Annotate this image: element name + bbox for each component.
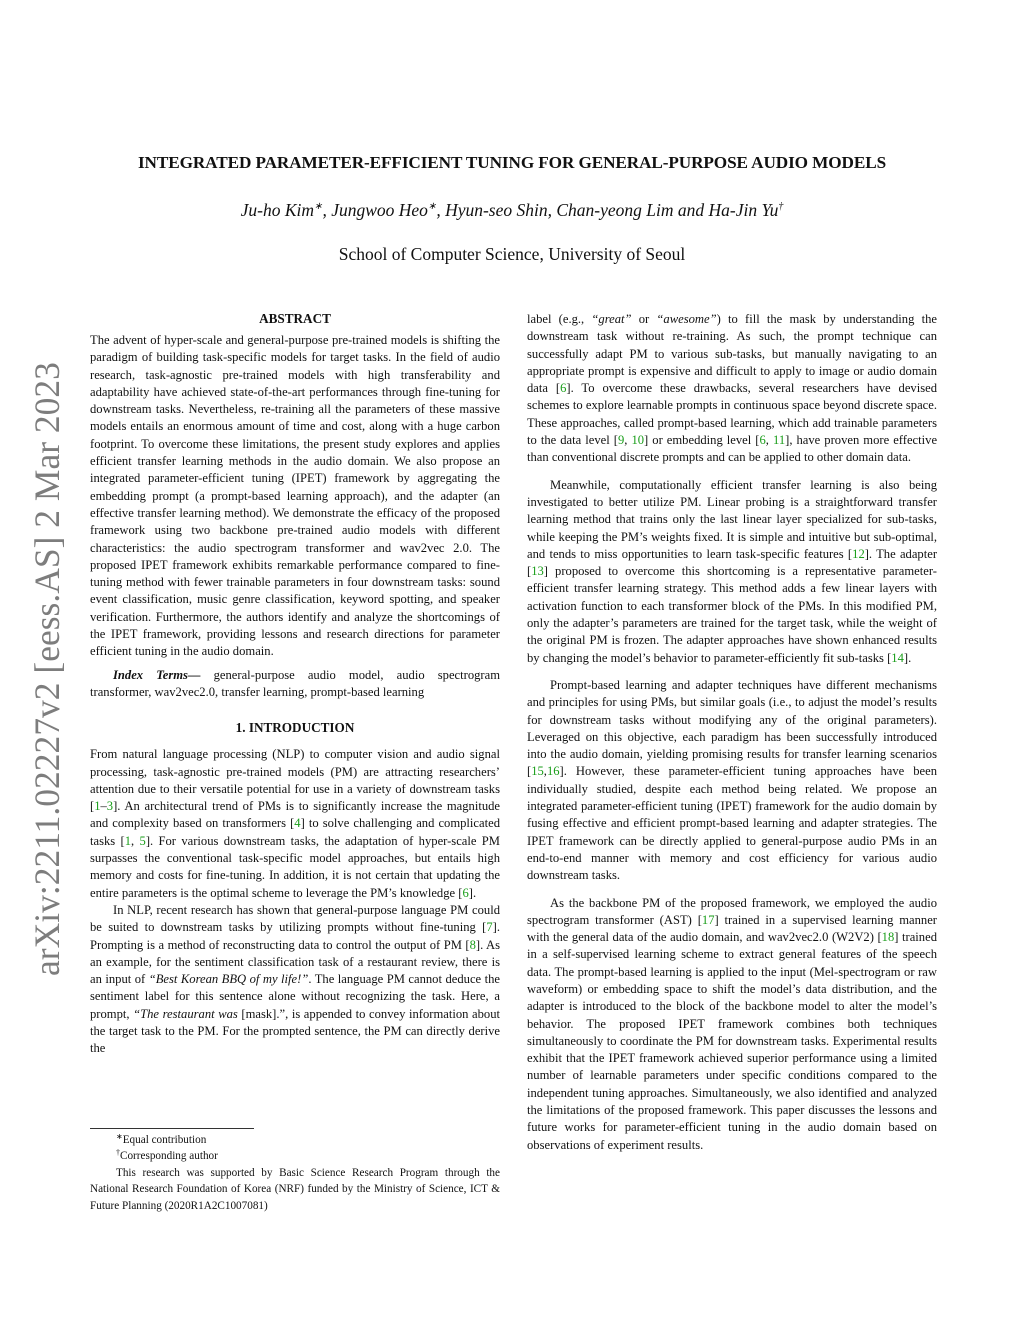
index-terms xyxy=(90,667,500,702)
author-name: Jungwoo Heo xyxy=(331,200,428,220)
right-column xyxy=(527,311,937,1154)
citation-link[interactable]: 16 xyxy=(546,764,560,779)
body-paragraph: As the backbone PM of the proposed framework, we employed the audio spectrogram transformer (AST) [17] trained in a supervised learning manner with the general data of the audio domain, and wav2vec2.0 (W2V2) [18] trained in a self-supervised learning scheme to extract general features of the speech data. The prompt-based learning is applied to the input (Mel-spectrogram or raw waveform) or embedding space to shift the model’s data distribution, and the adapter is introduced to the block of the backbone model to alter the model’s behavior. The proposed IPET framework combines both techniques simultaneously to coordinate the PM for downstream tasks. Experimental results exhibit that the IPET framework achieved superior performance using a limited number of learnable parameters under specific conditions compared to the independent tuning approaches. Simultaneously, we also identified and analyzed the limitations of the proposed framework. This paper discusses the lessons and future works for parameter-efficient tuning in the audio domain based on observations of experiment results. xyxy=(527,895,937,1152)
footnote-divider xyxy=(90,1128,254,1129)
body-paragraph: Meanwhile, computationally efficient transfer learning is also being investigated to better utilize PM. Linear probing is a straightforward transfer learning method that trains only the last linear layer specialized for sub-tasks, while keeping the PM’s weights fixed. It is simple and intuitive but sub-optimal, and tends to miss opportunities to learn task-specific features [12]. The adapter [13] proposed to overcome this shortcoming is a representative parameter-efficient transfer learning strategy. This method adds a few linear layers with activation function to each transformer block of the PMs. In this modified PM, only the adapter’s parameters are trained for the target task, while the weight of the original PM is frozen. The adapter approaches have shown enhanced results by changing the model’s behavior to parameter-efficiently fit sub-tasks [14]. xyxy=(527,477,938,665)
footnotes xyxy=(90,1132,500,1214)
citation-link[interactable]: 7 xyxy=(486,920,493,935)
author-name: Ju-ho Kim xyxy=(240,200,315,220)
example-input-quote: “Best Korean BBQ of my life!” xyxy=(148,972,309,987)
citation-link[interactable]: 1 xyxy=(94,799,101,814)
intro-paragraph: In NLP, recent research has shown that general-purpose language PM could be suited to downstream tasks by utilizing prompts without fine-tuning [7]. Prompting is a method of reconstructing data to control the output of PM [8]. As an example, for the sentiment classification task of a restaurant review, there is an input of “Best Korean BBQ of my life!”. The language PM cannot deduce the sentiment label for this sentence alone without recognizing the task. Here, a prompt, “The restaurant was [mask].”, is appended to convey information about the target task to the PM. For the prompted sentence, the PM can directly derive the xyxy=(90,902,500,1056)
abstract-text: The advent of hyper-scale and general-purpose pre-trained models is shifting the paradigm of building task-specific models for target tasks. In the field of audio research, task-agnostic pre-trained models with high transferability and adaptability have achieved state-of-the-art performances through fine-tuning for downstream tasks. Nevertheless, re-training all the parameters of these massive models entails an enormous amount of time and cost, along with a huge carbon footprint. To overcome these limitations, the present study explores and applies efficient transfer learning methods in the audio domain. We also propose an integrated parameter-efficient tuning (IPET) framework by aggregating the embedding prompt (a prompt-based learning approach), and the adapter (an effective transfer learning method). We demonstrate the efficacy of the proposed framework using two backbone pre-trained audio models with different characteristics: the audio spectrogram transformer and wav2vec 2.0. The proposed IPET framework exhibits remarkable performance compared to fine-tuning method with fewer trainable parameters in four downstream tasks: sound event classification, music genre classification, keyword spotting, and speaker verification. Furthermore, the authors identify and analyze the shortcomings of the IPET framework, providing lessons and research directions for parameter efficient tuning in the audio domain. xyxy=(90,333,500,659)
citation-link[interactable]: 10 xyxy=(631,433,645,448)
citation-link[interactable]: 5 xyxy=(139,833,146,848)
citation-link[interactable]: 11 xyxy=(772,433,786,448)
citation-link[interactable]: 6 xyxy=(462,885,469,900)
citation-link[interactable]: 6 xyxy=(759,433,766,448)
citation-link[interactable]: 12 xyxy=(852,546,865,561)
prompt-quote: “The restaurant was xyxy=(133,1006,238,1021)
citation-link[interactable]: 17 xyxy=(701,912,715,927)
citation-link[interactable]: 4 xyxy=(294,816,301,831)
equal-contribution-mark: ∗ xyxy=(427,201,437,212)
left-column xyxy=(90,310,500,1058)
citation-link[interactable]: 6 xyxy=(560,381,567,396)
intro-paragraph: From natural language processing (NLP) to computer vision and audio signal processing, task-agnostic pre-trained models (PM) are attracting researchers’ attention due to their versatile potential for use in a variety of downstream tasks [1–3]. An architectural trend of PMs is to significantly increase the magnitude and complexity based on transformers [4] to solve challenging and complicated tasks [1, 5]. For various downstream tasks, the adaptation of hyper-scale PM surpasses the conventional task-specific model approaches, but entails high memory and costs for fine-tuning. In addition, it is not certain that updating the entire parameters is the optimal scheme to leverage the PM’s knowledge [6]. xyxy=(90,747,501,900)
index-terms-text: general-purpose audio model, audio spectrogram transformer, wav2vec2.0, transfer learning, prompt-based learning xyxy=(90,667,500,699)
citation-link[interactable]: 9 xyxy=(617,433,625,448)
citation-link[interactable]: 14 xyxy=(891,650,904,665)
body-paragraph: label (e.g., “great” or “awesome”) to fill the mask by understanding the downstream task without re-training. As such, the prompt technique can successfully adapt PM to various sub-tasks, but manually navigating to an appropriate prompt is expensive and difficult to apply to image or audio domain data [6]. To overcome these drawbacks, several researchers have devised schemes to explore learnable prompts in continuous space beyond discrete space. These approaches, called prompt-based learning, which add trainable parameters to the data level [9, 10] or embedding level [6, 11], have proven more effective than conventional discrete prompts and can be applied to other domain data. xyxy=(527,312,938,465)
abstract-heading: ABSTRACT xyxy=(259,311,331,326)
equal-contribution-mark: ∗ xyxy=(314,201,323,212)
body-paragraph: Prompt-based learning and adapter techniques have different mechanisms and principles for using PMs, but similar goals (i.e., to adjust the model’s results for downstream tasks without modifying any of the original parameters). Leveraged on this objective, each paradigm has been successfully introduced into the audio domain, yielding promising results for transfer learning scenarios [15,16]. However, these parameter-efficient tuning approaches have been individually studied, despite each method being related. We propose an integrated parameter-efficient tuning (IPET) framework for the audio domain by fusing effective and efficient prompt-based learning and adapter strategies. The IPET framework can be directly applied to general-purpose audio PMs in an end-to-end manner with memory and cost efficiency for various audio downstream tasks. xyxy=(527,677,937,883)
author-names-rest: , Hyun-seo Shin, Chan-yeong Lim and Ha-Jin Yu xyxy=(436,200,779,220)
paper-title: INTEGRATED PARAMETER-EFFICIENT TUNING FOR GENERAL-PURPOSE AUDIO MODELS xyxy=(137,153,887,172)
corresponding-author-mark: † xyxy=(778,201,784,212)
footnote-equal-contribution: ∗Equal contribution xyxy=(116,1132,207,1146)
affiliation: School of Computer Science, University of Seoul xyxy=(338,244,686,264)
footnote-corresponding-author: †Corresponding author xyxy=(116,1148,218,1163)
footnote-funding: This research was supported by Basic Science Research Program through the National Research Foundation of Korea (NRF) funded by the Ministry of Science, ICT & Future Planning (2020R1A2C1007081) xyxy=(90,1166,500,1212)
citation-link[interactable]: 15 xyxy=(531,764,544,779)
citation-link[interactable]: 1 xyxy=(124,833,132,848)
citation-link[interactable]: 18 xyxy=(881,930,895,945)
author-separator: , xyxy=(322,200,332,220)
author-list xyxy=(60,200,964,221)
index-terms-label: Index Terms— xyxy=(113,667,201,682)
introduction-heading: 1. INTRODUCTION xyxy=(235,720,355,736)
citation-link[interactable]: 3 xyxy=(106,799,114,814)
citation-link[interactable]: 8 xyxy=(469,937,476,952)
arxiv-identifier: arXiv:2211.02227v2 [eess.AS] 2 Mar 2023 xyxy=(27,362,67,976)
citation-link[interactable]: 13 xyxy=(531,564,544,579)
